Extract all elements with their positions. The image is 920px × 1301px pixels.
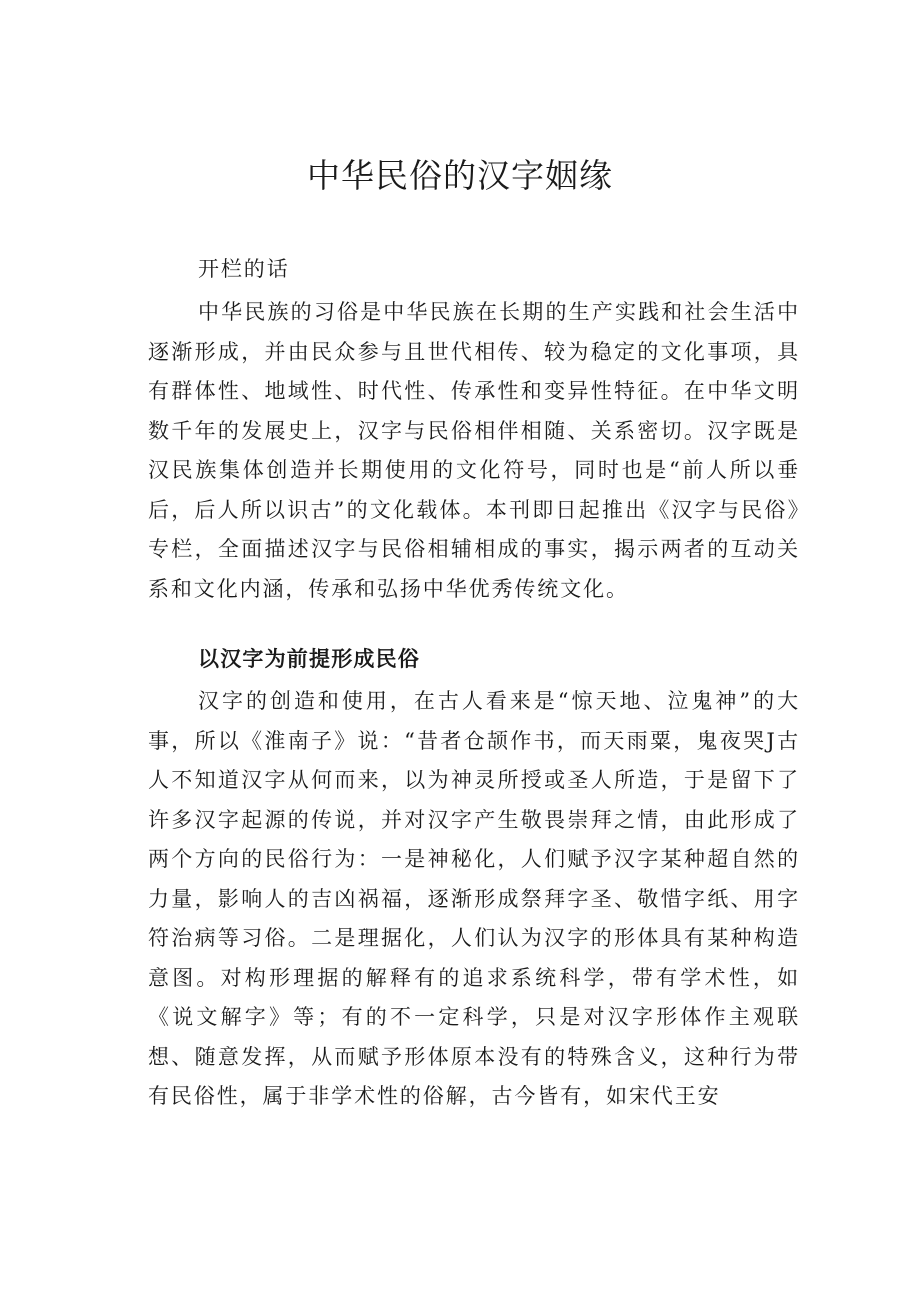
intro-label: 开栏的话 [198, 257, 290, 281]
document-title: 中华民俗的汉字姻缘 [307, 156, 613, 195]
section-heading: 以汉字为前提形成民俗 [198, 647, 420, 671]
body-paragraph: 汉字的创造和使用，在古人看来是“惊天地、泣鬼神”的大事，所以《淮南子》说：“昔者仓颉作书，而天雨粟，鬼夜哭J古人不知道汉字从何而来，以为神灵所授或圣人所造，于是留下了许多汉字起源的传说，并对汉字产生敬畏崇拜之情，由此形成了两个方向的民俗行为：一是神秘化，人们赋予汉字某种超自然的力量，影响人的吉凶祸福，逐渐形成祭拜字圣、敬惜字纸、用字符治病等习俗。二是理据化，人们认为汉字的形体具有某种构造意图。对构形理据的解释有的追求系统科学，带有学术性，如《说文解字》等；有的不一定科学，只是对汉字形体作主观联想、随意发挥，从而赋予形体原本没有的特殊含义，这种行为带有民俗性，属于非学术性的俗解，古今皆有，如宋代王安 [148, 689, 800, 1108]
intro-paragraph: 中华民族的习俗是中华民族在长期的生产实践和社会生活中逐渐形成，并由民众参与且世代相传、较为稳定的文化事项，具有群体性、地域性、时代性、传承性和变异性特征。在中华文明数千年的发展史上，汉字与民俗相伴相随、关系密切。汉字既是汉民族集体创造并长期使用的文化符号，同时也是“前人所以垂后，后人所以识古”的文化载体。本刊即日起推出《汉字与民俗》专栏，全面描述汉字与民俗相辅相成的事实，揭示两者的互动关系和文化内涵，传承和弘扬中华优秀传统文化。 [148, 300, 800, 601]
